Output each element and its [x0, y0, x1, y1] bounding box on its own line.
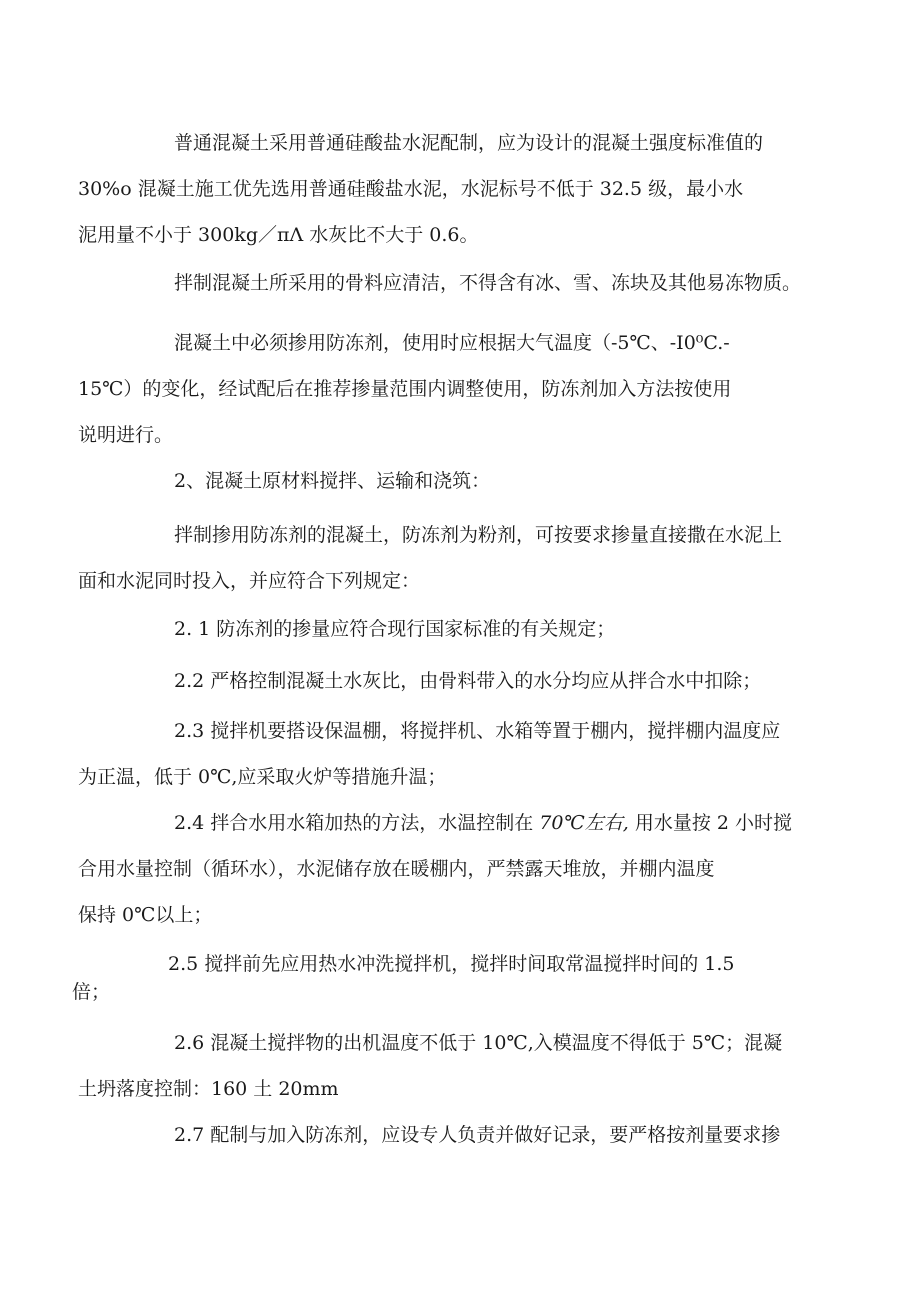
- item-2-7: [126, 1112, 826, 1158]
- paragraph-cement-requirements: [78, 120, 826, 258]
- text-line: 普通混凝土采用普通硅酸盐水泥配制，应为设计的混凝土强度标准值的: [174, 132, 764, 154]
- text-line: 2. 1 防冻剂的掺量应符合现行国家标准的有关规定；: [174, 618, 616, 640]
- text-line: 说明进行。: [78, 424, 174, 446]
- text-line: 2.5 搅拌前先应用热水冲洗搅拌机，搅拌时间取常温搅拌时间的 1.5: [168, 953, 735, 975]
- paragraph-antifreeze: [78, 320, 826, 458]
- text-line: 混凝土中必须掺用防冻剂，使用时应根据大气温度（-5℃、-I0⁰C.-: [174, 332, 730, 354]
- text-line: 30%o 混凝土施工优先选用普通硅酸盐水泥，水泥标号不低于 32.5 级，最小水: [78, 178, 744, 200]
- text-line: 拌制混凝土所采用的骨料应清洁，不得含有冰、雪、冻块及其他易冻物质。: [174, 272, 802, 294]
- paragraph-aggregate: [126, 260, 826, 306]
- text-line: 15℃）的变化，经试配后在推荐掺量范围内调整使用，防冻剂加入方法按使用: [78, 378, 732, 400]
- item-2-3: [78, 708, 826, 800]
- water-temperature-text: 70℃左右,: [539, 812, 629, 834]
- text-line: 2.7 配制与加入防冻剂，应设专人负责并做好记录，要严格按剂量要求掺: [174, 1124, 781, 1146]
- text-line: 2.3 搅拌机要搭设保温棚，将搅拌机、水箱等置于棚内，搅拌棚内温度应: [174, 720, 781, 742]
- text-segment: 用水量按 2 小时搅: [628, 812, 792, 834]
- paragraph-mixing-intro: [78, 512, 826, 604]
- item-2-6: [78, 1020, 826, 1112]
- section-heading-mixing: [126, 458, 826, 504]
- text-line: 倍；: [72, 981, 111, 1003]
- text-line: 2.6 混凝土搅拌物的出机温度不低于 10℃,入模温度不得低于 5℃；混凝: [174, 1032, 783, 1054]
- text-line: 拌制掺用防冻剂的混凝土，防冻剂为粉剂，可按要求掺量直接撒在水泥上: [174, 524, 783, 546]
- text-line: 2、混凝土原材料搅拌、运输和浇筑：: [174, 470, 491, 492]
- text-line: 泥用量不小于 300kg／πΛ 水灰比不大于 0.6。: [78, 224, 479, 246]
- text-line: [126, 800, 826, 846]
- text-line: 2.2 严格控制混凝土水灰比，由骨料带入的水分均应从拌合水中扣除；: [174, 670, 762, 692]
- item-2-4: [78, 800, 826, 938]
- item-2-1: [126, 606, 826, 652]
- text-line: 面和水泥同时投入，并应符合下列规定：: [78, 570, 421, 592]
- text-line: 为正温，低于 0℃,应采取火炉等措施升温；: [78, 766, 447, 788]
- text-segment: 2.4 拌合水用水箱加热的方法，水温控制在: [174, 812, 540, 834]
- text-line: 合用水量控制（循环水），水泥储存放在暖棚内，严禁露天堆放，并棚内温度: [78, 858, 715, 880]
- text-line: 土坍落度控制：160 土 20mm: [78, 1078, 339, 1100]
- item-2-5: [72, 950, 820, 1006]
- item-2-2: [126, 658, 826, 704]
- text-line: 保持 0℃以上；: [78, 904, 213, 926]
